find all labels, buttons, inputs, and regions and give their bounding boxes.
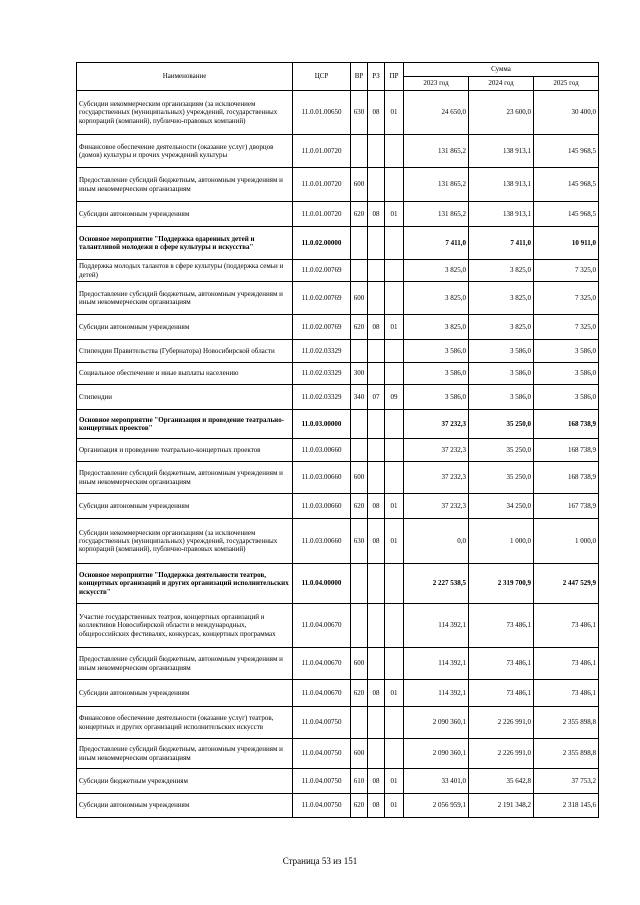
cell-csr: 11.0.01.00720 (293, 135, 351, 168)
cell-rz (368, 462, 385, 494)
table-row (77, 410, 599, 439)
cell-y2023: 114 392,1 (404, 604, 469, 648)
header-sum: Сумма (404, 63, 599, 77)
cell-y2023: 37 232,3 (404, 494, 469, 519)
table-row (77, 494, 599, 519)
cell-rz: 08 (368, 769, 385, 794)
cell-y2023: 3 825,0 (404, 315, 469, 340)
cell-name: Предоставление субсидий бюджетным, автономным учреждениям и иным некоммерческим организациям (77, 739, 293, 769)
cell-y2023: 3 825,0 (404, 260, 469, 282)
table-row (77, 227, 599, 260)
cell-y2023: 114 392,1 (404, 680, 469, 707)
table-row (77, 260, 599, 282)
table-row (77, 519, 599, 564)
table-row (77, 564, 599, 604)
cell-csr: 11.0.02.00769 (293, 315, 351, 340)
cell-csr: 11.0.02.00000 (293, 227, 351, 260)
cell-vr (351, 604, 368, 648)
cell-y2024: 73 486,1 (469, 648, 534, 680)
cell-pr (385, 707, 404, 739)
cell-y2023: 37 232,3 (404, 462, 469, 494)
cell-vr: 600 (351, 168, 368, 202)
cell-y2024: 138 913,1 (469, 168, 534, 202)
cell-csr: 11.0.03.00660 (293, 462, 351, 494)
cell-y2024: 2 226 991,0 (469, 739, 534, 769)
cell-pr: 01 (385, 519, 404, 564)
cell-name: Стипендии Правительства (Губернатора) Новосибирской области (77, 340, 293, 363)
cell-pr: 01 (385, 794, 404, 818)
cell-y2024: 1 000,0 (469, 519, 534, 564)
cell-vr: 620 (351, 794, 368, 818)
cell-y2023: 131 865,2 (404, 135, 469, 168)
table-row (77, 680, 599, 707)
table-row (77, 707, 599, 739)
cell-csr: 11.0.02.03329 (293, 363, 351, 385)
cell-vr (351, 439, 368, 462)
cell-y2025: 10 911,0 (534, 227, 599, 260)
cell-name: Предоставление субсидий бюджетным, автономным учреждениям и иным некоммерческим организациям (77, 462, 293, 494)
cell-pr: 01 (385, 315, 404, 340)
cell-csr: 11.0.01.00650 (293, 91, 351, 135)
cell-vr: 630 (351, 519, 368, 564)
cell-pr (385, 340, 404, 363)
cell-name: Субсидии автономным учреждениям (77, 680, 293, 707)
cell-name: Предоставление субсидий бюджетным, автономным учреждениям и иным некоммерческим организациям (77, 282, 293, 315)
cell-y2025: 73 486,1 (534, 680, 599, 707)
cell-rz (368, 168, 385, 202)
table-row (77, 340, 599, 363)
cell-pr: 01 (385, 494, 404, 519)
cell-y2024: 34 250,0 (469, 494, 534, 519)
cell-y2023: 114 392,1 (404, 648, 469, 680)
cell-rz: 08 (368, 494, 385, 519)
cell-csr: 11.0.04.00750 (293, 794, 351, 818)
cell-vr (351, 707, 368, 739)
table-row (77, 385, 599, 410)
cell-y2024: 138 913,1 (469, 135, 534, 168)
cell-vr: 610 (351, 769, 368, 794)
cell-y2024: 73 486,1 (469, 680, 534, 707)
table-row (77, 91, 599, 135)
cell-y2024: 3 825,0 (469, 315, 534, 340)
cell-csr: 11.0.03.00660 (293, 519, 351, 564)
cell-y2023: 3 586,0 (404, 363, 469, 385)
cell-name: Поддержка молодых талантов в сфере культуры (поддержка семьи и детей) (77, 260, 293, 282)
table-row (77, 315, 599, 340)
cell-y2024: 35 250,0 (469, 410, 534, 439)
cell-rz (368, 439, 385, 462)
cell-name: Основное мероприятие "Поддержка одаренных детей и талантливой молодежи в сфере культуры и искусства" (77, 227, 293, 260)
cell-csr: 11.0.02.00769 (293, 260, 351, 282)
cell-y2023: 3 825,0 (404, 282, 469, 315)
cell-y2023: 24 650,0 (404, 91, 469, 135)
cell-y2025: 2 318 145,6 (534, 794, 599, 818)
cell-name: Стипендии (77, 385, 293, 410)
cell-vr: 620 (351, 494, 368, 519)
cell-y2023: 2 056 959,1 (404, 794, 469, 818)
cell-y2023: 2 227 538,5 (404, 564, 469, 604)
cell-y2023: 2 090 360,1 (404, 739, 469, 769)
cell-y2023: 131 865,2 (404, 202, 469, 227)
cell-rz (368, 363, 385, 385)
cell-name: Субсидии автономным учреждениям (77, 494, 293, 519)
table-row (77, 135, 599, 168)
cell-y2025: 37 753,2 (534, 769, 599, 794)
cell-csr: 11.0.01.00720 (293, 168, 351, 202)
table-row (77, 363, 599, 385)
cell-pr (385, 648, 404, 680)
cell-pr (385, 363, 404, 385)
cell-rz: 08 (368, 91, 385, 135)
cell-rz: 08 (368, 794, 385, 818)
cell-csr: 11.0.04.00670 (293, 648, 351, 680)
cell-y2024: 2 191 348,2 (469, 794, 534, 818)
table-row (77, 462, 599, 494)
cell-vr: 600 (351, 462, 368, 494)
cell-y2024: 35 250,0 (469, 439, 534, 462)
cell-vr: 300 (351, 363, 368, 385)
cell-name: Социальное обеспечение и иные выплаты населению (77, 363, 293, 385)
cell-name: Финансовое обеспечение деятельности (оказание услуг) театров, концертных и других организаций исполнительских искусств (77, 707, 293, 739)
cell-rz (368, 707, 385, 739)
cell-vr: 620 (351, 680, 368, 707)
cell-vr (351, 135, 368, 168)
cell-csr: 11.0.04.00000 (293, 564, 351, 604)
cell-name: Субсидии некоммерческим организациям (за исключением государственных (муниципальных) учреждений, государственных корпораций (компаний), публично-правовых компаний) (77, 91, 293, 135)
cell-rz (368, 227, 385, 260)
cell-y2024: 35 642,8 (469, 769, 534, 794)
header-vr: ВР (351, 63, 368, 91)
cell-pr: 01 (385, 680, 404, 707)
cell-vr (351, 227, 368, 260)
table-row (77, 769, 599, 794)
cell-y2025: 3 586,0 (534, 385, 599, 410)
cell-name: Организация и проведение театрально-концертных проектов (77, 439, 293, 462)
cell-name: Субсидии некоммерческим организациям (за исключением государственных (муниципальных) учреждений, государственных корпораций (компаний), публично-правовых компаний) (77, 519, 293, 564)
header-pr: ПР (385, 63, 404, 91)
cell-rz (368, 564, 385, 604)
cell-y2025: 1 000,0 (534, 519, 599, 564)
table-row (77, 168, 599, 202)
cell-rz: 08 (368, 202, 385, 227)
cell-y2025: 2 355 898,8 (534, 739, 599, 769)
table-row (77, 202, 599, 227)
cell-csr: 11.0.04.00670 (293, 680, 351, 707)
cell-csr: 11.0.01.00720 (293, 202, 351, 227)
cell-pr (385, 227, 404, 260)
cell-vr: 600 (351, 648, 368, 680)
cell-csr: 11.0.02.03329 (293, 385, 351, 410)
cell-csr: 11.0.04.00750 (293, 707, 351, 739)
cell-y2024: 2 226 991,0 (469, 707, 534, 739)
cell-pr (385, 168, 404, 202)
cell-rz: 08 (368, 315, 385, 340)
cell-rz: 08 (368, 519, 385, 564)
cell-y2023: 7 411,0 (404, 227, 469, 260)
cell-y2024: 35 250,0 (469, 462, 534, 494)
cell-vr: 630 (351, 91, 368, 135)
page-number: Страница 53 из 151 (282, 856, 358, 866)
header-year-2025: 2025 год (534, 77, 599, 91)
cell-y2024: 138 913,1 (469, 202, 534, 227)
cell-rz (368, 282, 385, 315)
cell-name: Участие государственных театров, концертных организаций и коллективов Новосибирской области в международных, общероссийских фестивалях, конкурсах, концертных программах (77, 604, 293, 648)
cell-vr: 600 (351, 739, 368, 769)
cell-y2024: 7 411,0 (469, 227, 534, 260)
header-name: Наименование (77, 63, 293, 91)
cell-y2024: 3 586,0 (469, 385, 534, 410)
cell-rz (368, 410, 385, 439)
cell-y2024: 3 586,0 (469, 363, 534, 385)
cell-y2023: 2 090 360,1 (404, 707, 469, 739)
cell-y2025: 168 738,9 (534, 462, 599, 494)
cell-name: Основное мероприятие "Организация и проведение театрально-концертных проектов" (77, 410, 293, 439)
cell-y2025: 2 447 529,9 (534, 564, 599, 604)
cell-y2024: 73 486,1 (469, 604, 534, 648)
cell-name: Предоставление субсидий бюджетным, автономным учреждениям и иным некоммерческим организациям (77, 648, 293, 680)
cell-pr (385, 282, 404, 315)
cell-csr: 11.0.04.00670 (293, 604, 351, 648)
cell-y2025: 73 486,1 (534, 604, 599, 648)
cell-y2024: 2 319 700,9 (469, 564, 534, 604)
table-row (77, 739, 599, 769)
cell-vr: 620 (351, 202, 368, 227)
cell-y2024: 23 600,0 (469, 91, 534, 135)
cell-y2024: 3 586,0 (469, 340, 534, 363)
cell-name: Предоставление субсидий бюджетным, автономным учреждениям и иным некоммерческим организациям (77, 168, 293, 202)
header-rz: РЗ (368, 63, 385, 91)
cell-y2025: 167 738,9 (534, 494, 599, 519)
cell-name: Субсидии автономным учреждениям (77, 794, 293, 818)
table-row (77, 604, 599, 648)
table-row (77, 282, 599, 315)
table-row (77, 439, 599, 462)
cell-y2023: 3 586,0 (404, 340, 469, 363)
cell-vr (351, 410, 368, 439)
table-row (77, 648, 599, 680)
cell-pr (385, 439, 404, 462)
cell-rz (368, 648, 385, 680)
header-csr: ЦСР (293, 63, 351, 91)
cell-name: Финансовое обеспечение деятельности (оказание услуг) дворцов (домов) культуры и прочих учреждений культуры (77, 135, 293, 168)
table-row (77, 794, 599, 818)
cell-vr: 600 (351, 282, 368, 315)
cell-name: Субсидии автономным учреждениям (77, 202, 293, 227)
header-year-2023: 2023 год (404, 77, 469, 91)
cell-y2025: 3 586,0 (534, 340, 599, 363)
cell-pr: 01 (385, 91, 404, 135)
cell-y2025: 7 325,0 (534, 282, 599, 315)
budget-table (76, 62, 599, 818)
cell-y2025: 2 355 898,8 (534, 707, 599, 739)
cell-csr: 11.0.03.00660 (293, 494, 351, 519)
cell-y2024: 3 825,0 (469, 260, 534, 282)
cell-rz (368, 739, 385, 769)
cell-pr (385, 739, 404, 769)
cell-name: Основное мероприятие "Поддержка деятельности театров, концертных организаций и других организаций исполнительских искусств" (77, 564, 293, 604)
cell-pr (385, 604, 404, 648)
cell-y2025: 145 968,5 (534, 202, 599, 227)
cell-y2025: 30 400,0 (534, 91, 599, 135)
cell-y2023: 131 865,2 (404, 168, 469, 202)
cell-rz: 08 (368, 680, 385, 707)
cell-pr (385, 410, 404, 439)
cell-pr (385, 260, 404, 282)
cell-y2025: 7 325,0 (534, 260, 599, 282)
cell-vr (351, 564, 368, 604)
cell-y2023: 3 586,0 (404, 385, 469, 410)
cell-y2024: 3 825,0 (469, 282, 534, 315)
cell-y2025: 168 738,9 (534, 439, 599, 462)
cell-name: Субсидии автономным учреждениям (77, 315, 293, 340)
cell-pr (385, 462, 404, 494)
cell-rz (368, 340, 385, 363)
header-year-2024: 2024 год (469, 77, 534, 91)
cell-y2025: 145 968,5 (534, 135, 599, 168)
cell-csr: 11.0.04.00750 (293, 739, 351, 769)
cell-y2025: 73 486,1 (534, 648, 599, 680)
cell-y2025: 7 325,0 (534, 315, 599, 340)
cell-y2023: 33 401,0 (404, 769, 469, 794)
cell-rz (368, 260, 385, 282)
cell-y2023: 37 232,3 (404, 410, 469, 439)
cell-y2025: 168 738,9 (534, 410, 599, 439)
cell-vr (351, 340, 368, 363)
cell-name: Субсидии бюджетным учреждениям (77, 769, 293, 794)
cell-y2025: 145 968,5 (534, 168, 599, 202)
cell-csr: 11.0.02.03329 (293, 340, 351, 363)
cell-csr: 11.0.04.00750 (293, 769, 351, 794)
cell-pr (385, 564, 404, 604)
cell-pr: 01 (385, 769, 404, 794)
cell-csr: 11.0.03.00660 (293, 439, 351, 462)
cell-y2023: 0,0 (404, 519, 469, 564)
cell-vr (351, 260, 368, 282)
cell-pr (385, 135, 404, 168)
cell-y2025: 3 586,0 (534, 363, 599, 385)
cell-csr: 11.0.02.00769 (293, 282, 351, 315)
cell-csr: 11.0.03.00000 (293, 410, 351, 439)
cell-vr: 340 (351, 385, 368, 410)
cell-vr: 620 (351, 315, 368, 340)
cell-y2023: 37 232,3 (404, 439, 469, 462)
cell-rz: 07 (368, 385, 385, 410)
cell-rz (368, 135, 385, 168)
cell-pr: 01 (385, 202, 404, 227)
cell-pr: 09 (385, 385, 404, 410)
cell-rz (368, 604, 385, 648)
